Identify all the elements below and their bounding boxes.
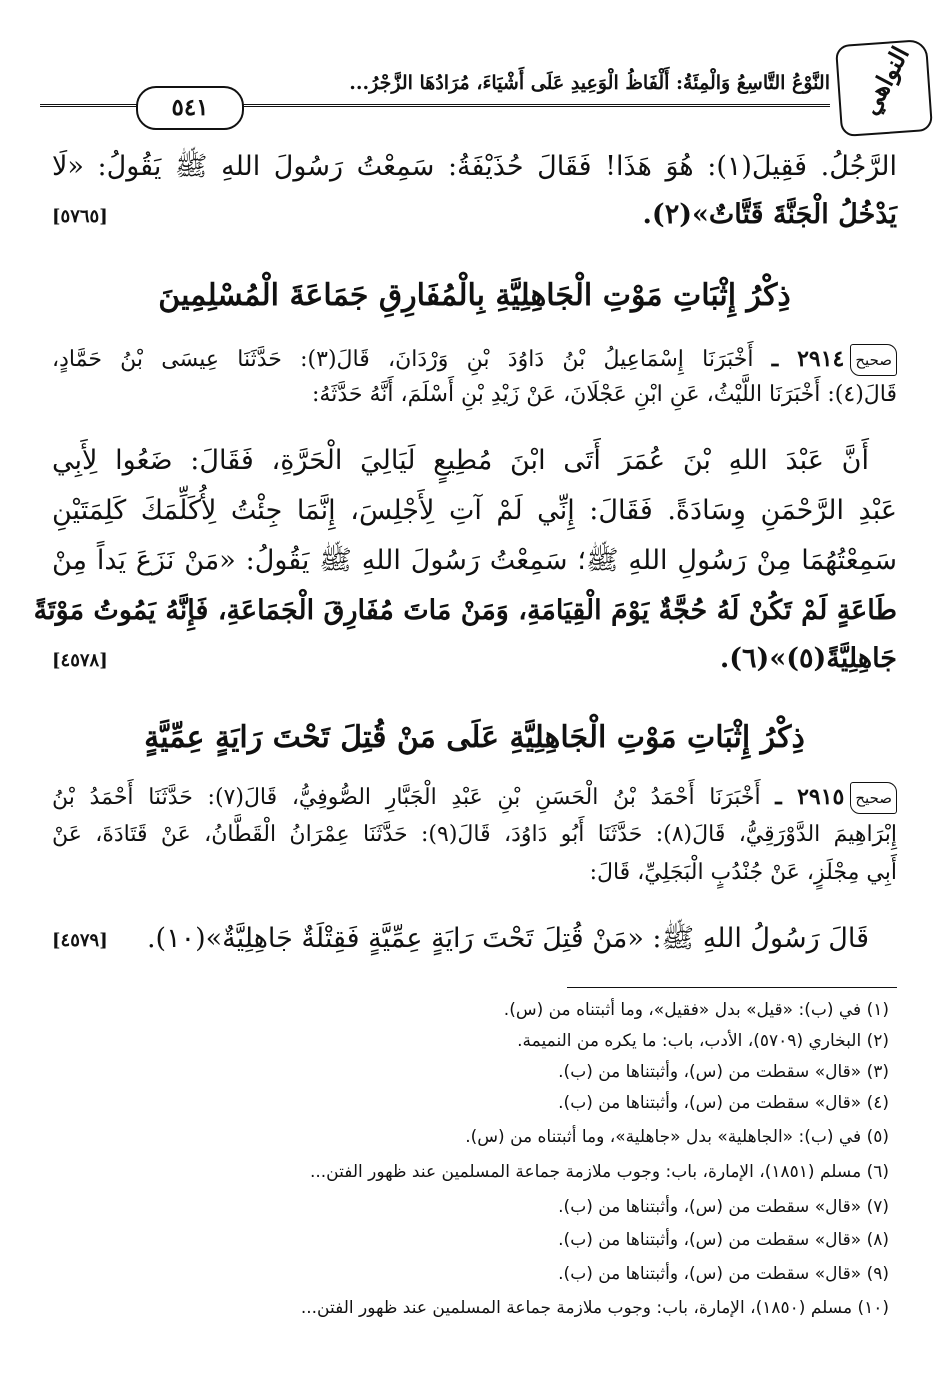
footnote: (٧) «قال» سقطت من (س)، وأثبتناها من (ب). xyxy=(558,1197,889,1217)
footnote: (١) في (ب): «قيل» بدل «فقيل»، وما أثبتناه من (س). xyxy=(503,1000,889,1020)
matn-line: عَبْدِ الرَّحْمَنِ وِسَادَةً. فَقَالَ: إِنِّي لَمْ آتِ لِأَجْلِسَ، إِنَّمَا جِئْتُ لِأُكَلِّمَكَ كَلِمَتَيْنِ xyxy=(52,495,897,526)
isnad-line: إِبْرَاهِيمَ الدَّوْرَقِيُّ، قَالَ(٨): حَدَّثَنَا أَبُو دَاوُدَ، قَالَ(٩): حَدَّثَنَا عِمْرَانُ الْقَطَّانُ، عَنْ قَتَادَةَ، عَنْ xyxy=(52,822,897,847)
footnote: (٥) في (ب): «الجاهلية» بدل «جاهلية»، وما أثبتناه من (س). xyxy=(465,1127,889,1147)
footnote: (٣) «قال» سقطت من (س)، وأثبتناها من (ب). xyxy=(558,1062,889,1082)
footnote: (٨) «قال» سقطت من (س)، وأثبتناها من (ب). xyxy=(558,1230,889,1250)
matn-line: سَمِعْتُهُمَا مِنْ رَسُولِ اللهِ ﷺ؛ سَمِعْتُ رَسُولَ اللهِ ﷺ يَقُولُ: «مَنْ نَزَعَ يَداً مِنْ xyxy=(52,545,897,576)
reference-number: [٤٥٧٨] xyxy=(52,650,108,671)
footnote: (٢) البخاري (٥٧٠٩)، الأدب، باب: ما يكره من النميمة. xyxy=(517,1031,889,1051)
footnote-rule xyxy=(567,987,897,988)
body-line: الرَّجُلُ. فَقِيلَ(١): هُوَ هَذَا! فَقَالَ حُذَيْفَةُ: سَمِعْتُ رَسُولَ اللهِ ﷺ يَقُولُ: «لَا xyxy=(52,151,897,182)
footnote: (٩) «قال» سقطت من (س)، وأثبتناها من (ب). xyxy=(558,1264,889,1284)
isnad-line xyxy=(52,344,897,376)
grade-badge: صحيح xyxy=(850,782,897,814)
reference-number: [٤٥٧٩] xyxy=(52,930,108,951)
page-number: ٥٤١ xyxy=(136,86,244,130)
isnad-line xyxy=(52,782,897,814)
matn-line: أَنَّ عَبْدَ اللهِ بْنَ عُمَرَ أَتَى ابْنَ مُطِيعٍ لَيَالِيَ الْحَرَّةِ، فَقَالَ: ضَعُوا لِأَبِي xyxy=(52,445,869,476)
chapter-corner-tab xyxy=(835,39,933,137)
page-header xyxy=(40,41,915,132)
section-heading: ذِكْرُ إِثْبَاتِ مَوْتِ الْجَاهِلِيَّةِ عَلَى مَنْ قُتِلَ تَحْتَ رَايَةٍ عِمِّيَّةٍ xyxy=(144,720,805,755)
matn-line: جَاهِلِيَّةً(٥)»(٦). xyxy=(719,643,897,674)
isnad-text: أَخْبَرَنَا إِسْمَاعِيلُ بْنُ دَاوُدَ بْنِ وَرْدَانَ، قَالَ(٣): حَدَّثَنَا عِيسَى بْنُ حَمَّادٍ، xyxy=(52,347,754,372)
footnote: (٤) «قال» سقطت من (س)، وأثبتناها من (ب). xyxy=(558,1093,889,1113)
grade-badge: صحيح xyxy=(850,344,897,376)
section-heading: ذِكْرُ إِثْبَاتِ مَوْتِ الْجَاهِلِيَّةِ بِالْمُفَارِقِ جَمَاعَةَ الْمُسْلِمِينَ xyxy=(158,278,791,313)
reference-number: [٥٧٦٥] xyxy=(52,206,108,227)
isnad-line: أَبِي مِجْلَزٍ، عَنْ جُنْدُبٍ الْبَجَلِيِّ، قَالَ: xyxy=(589,860,897,885)
isnad-text: أَخْبَرَنَا أَحْمَدُ بْنُ الْحَسَنِ بْنِ عَبْدِ الْجَبَّارِ الصُّوفِيُّ، قَالَ(٧): حَدَّثَنَا أَحْمَدُ بْنُ xyxy=(52,785,761,810)
footnote: (١٠) مسلم (١٨٥٠)، الإمارة، باب: وجوب ملازمة جماعة المسلمين عند ظهور الفتن... xyxy=(300,1298,889,1318)
running-title: النَّوْعُ التَّاسِعُ وَالْمِئَةُ: أَلْفَاظُ الْوَعِيدِ عَلَى أَشْيَاءَ، مُرَادُهَا الزَّجْرُ... xyxy=(349,72,830,94)
hadith-number: ٢٩١٤ ـ xyxy=(771,346,845,372)
matn-line: طَاعَةٍ لَمْ تَكُنْ لَهُ حُجَّةٌ يَوْمَ الْقِيَامَةِ، وَمَنْ مَاتَ مُفَارِقَ الْجَمَاعَةِ، فَإِنَّهُ يَمُوتُ مَوْتَةً xyxy=(33,595,897,626)
body-line: يَدْخُلُ الْجَنَّةَ قَتَّاتٌ»(٢). xyxy=(642,199,897,230)
chapter-corner-label: النواهي xyxy=(855,41,915,120)
footnote: (٦) مسلم (١٨٥١)، الإمارة، باب: وجوب ملازمة جماعة المسلمين عند ظهور الفتن... xyxy=(309,1162,889,1182)
hadith-number: ٢٩١٥ ـ xyxy=(775,784,845,810)
matn-line: قَالَ رَسُولُ اللهِ ﷺ: «مَنْ قُتِلَ تَحْتَ رَايَةٍ عِمِّيَّةٍ فَقِتْلَةٌ جَاهِلِيَّةٌ»(١٠). xyxy=(146,923,869,954)
isnad-line: قَالَ(٤): أَخْبَرَنَا اللَّيْثُ، عَنِ ابْنِ عَجْلَانَ، عَنْ زَيْدِ بْنِ أَسْلَمَ، أَنَّهُ حَدَّثَهُ: xyxy=(312,382,897,407)
